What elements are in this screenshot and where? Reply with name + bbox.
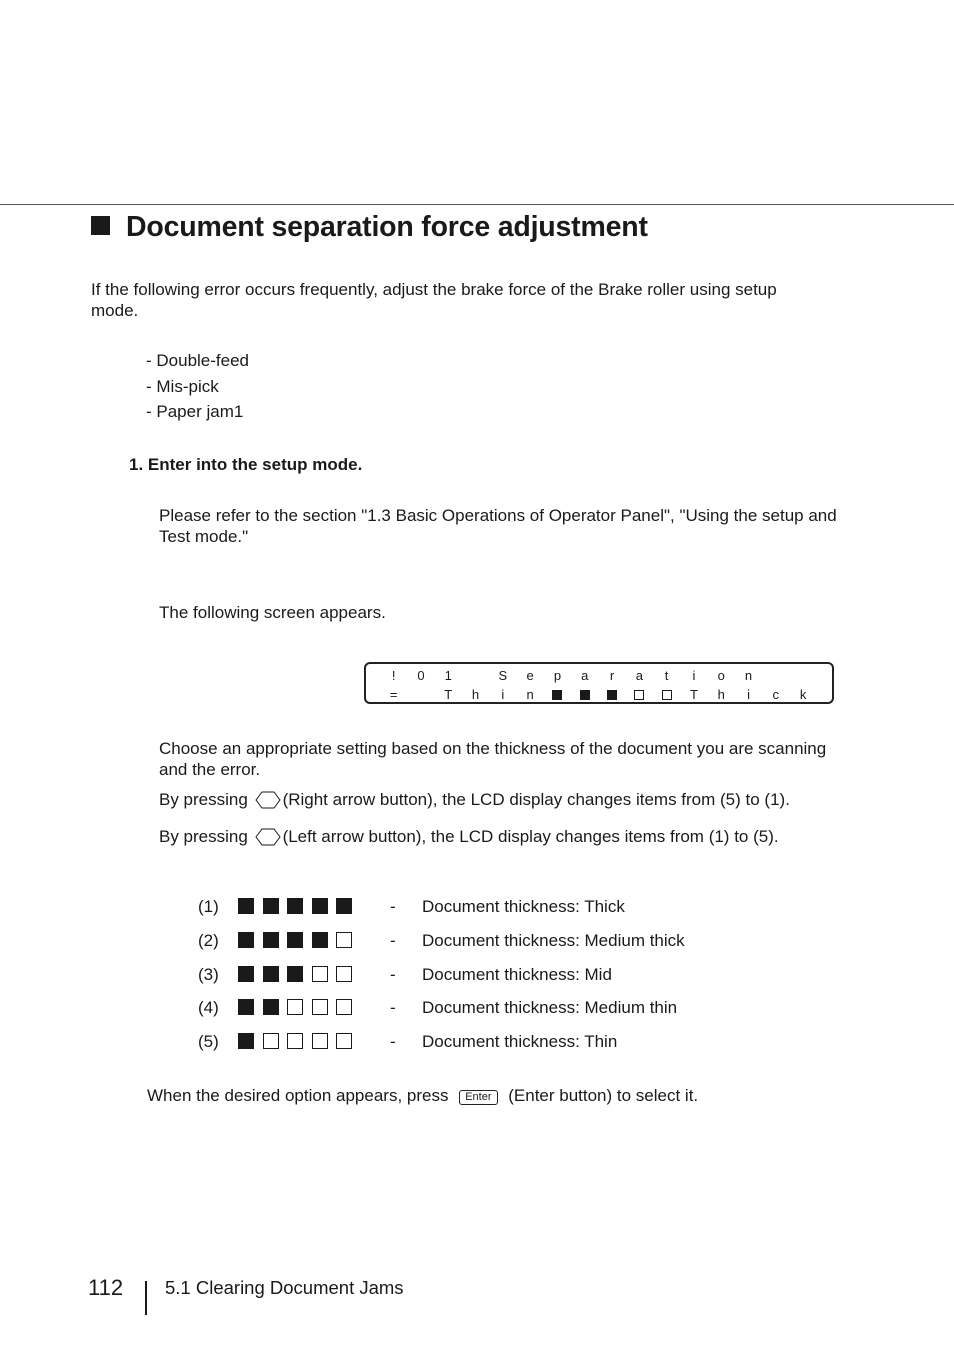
lcd-block-cell	[571, 687, 598, 702]
lcd-char: 0	[417, 668, 425, 683]
filled-square-icon	[238, 898, 254, 914]
select-suffix: (Enter button) to select it.	[508, 1086, 699, 1105]
left-arrow-button-icon	[255, 828, 281, 846]
filled-square-icon	[287, 932, 303, 948]
page-number: 112	[88, 1275, 124, 1300]
right-press-line	[159, 790, 790, 810]
lcd-block-cell	[626, 687, 653, 702]
filled-block-icon	[580, 690, 590, 700]
lcd-char: r	[609, 668, 615, 683]
empty-square-icon	[336, 932, 352, 948]
option-level-indicator	[238, 1032, 361, 1052]
lcd-char: t	[664, 668, 669, 683]
select-prefix: When the desired option appears, press	[147, 1086, 449, 1105]
option-level-indicator	[238, 965, 361, 985]
lcd-line-2	[380, 687, 817, 702]
option-dash: -	[390, 897, 396, 916]
left-press-line	[159, 827, 779, 847]
option-description: Document thickness: Mid	[422, 965, 612, 984]
filled-square-icon	[336, 898, 352, 914]
left-press-prefix: By pressing	[159, 827, 248, 846]
right-arrow-button-icon	[255, 791, 281, 809]
empty-square-icon	[336, 999, 352, 1015]
lcd-block-cell	[544, 687, 571, 702]
error-item: - Double-feed	[146, 351, 250, 370]
filled-square-icon	[238, 966, 254, 982]
filled-square-icon	[263, 898, 279, 914]
lcd-char: n	[744, 668, 753, 683]
option-dash: -	[390, 998, 396, 1017]
option-number: (1)	[198, 897, 219, 916]
option-level-indicator	[238, 931, 361, 951]
filled-square-icon	[238, 932, 254, 948]
lcd-char: o	[717, 668, 725, 683]
option-description: Document thickness: Medium thick	[422, 931, 685, 950]
error-item: - Paper jam1	[146, 402, 244, 421]
heading-text: Document separation force adjustment	[126, 211, 648, 243]
filled-square-icon	[312, 932, 328, 948]
footer-divider	[145, 1281, 147, 1315]
empty-square-icon	[312, 1033, 328, 1049]
empty-block-icon	[662, 690, 672, 700]
empty-square-icon	[287, 1033, 303, 1049]
filled-block-icon	[607, 690, 617, 700]
right-press-prefix: By pressing	[159, 790, 248, 809]
option-description: Document thickness: Thin	[422, 1032, 618, 1051]
choose-paragraph: Choose an appropriate setting based on the thickness of the document you are scanning and the error.	[159, 739, 827, 779]
filled-square-icon	[238, 999, 254, 1015]
lcd-char: !	[391, 668, 396, 683]
lcd-display	[364, 662, 834, 704]
lcd-char: i	[501, 687, 505, 702]
lcd-char: k	[799, 687, 807, 702]
option-dash: -	[390, 965, 396, 984]
lcd-char: i	[747, 687, 750, 702]
option-description: Document thickness: Medium thin	[422, 998, 678, 1017]
lcd-block-cell	[653, 687, 680, 702]
empty-square-icon	[312, 999, 328, 1015]
lcd-char: 1	[444, 668, 452, 683]
filled-block-icon	[552, 690, 562, 700]
error-item: - Mis-pick	[146, 377, 219, 396]
lcd-char: i	[692, 668, 696, 683]
empty-square-icon	[287, 999, 303, 1015]
filled-square-icon	[263, 999, 279, 1015]
option-number: (3)	[198, 965, 219, 984]
empty-square-icon	[336, 966, 352, 982]
lcd-char: n	[526, 687, 534, 702]
lcd-char: p	[553, 668, 562, 683]
left-press-text: (Left arrow button), the LCD display changes items from (1) to (5).	[282, 827, 779, 846]
empty-square-icon	[312, 966, 328, 982]
option-level-indicator	[238, 998, 361, 1018]
empty-square-icon	[336, 1033, 352, 1049]
filled-square-icon	[263, 966, 279, 982]
option-dash: -	[390, 931, 396, 950]
lcd-char: h	[471, 687, 480, 702]
lcd-char: a	[581, 668, 589, 683]
filled-square-icon	[238, 1033, 254, 1049]
select-line	[147, 1086, 698, 1106]
lcd-char: h	[717, 687, 725, 702]
step-title: 1. Enter into the setup mode.	[129, 455, 363, 474]
lcd-line-1	[380, 668, 762, 683]
filled-square-icon	[263, 932, 279, 948]
option-dash: -	[390, 1032, 396, 1051]
option-number: (4)	[198, 998, 219, 1017]
empty-square-icon	[263, 1033, 279, 1049]
option-level-indicator	[238, 897, 361, 917]
enter-key-icon: Enter	[459, 1090, 497, 1105]
lcd-char: T	[689, 687, 698, 702]
header-rule	[0, 204, 954, 205]
lcd-char: c	[772, 687, 780, 702]
filled-square-icon	[312, 898, 328, 914]
right-press-text: (Right arrow button), the LCD display changes items from (5) to (1).	[282, 790, 790, 809]
filled-square-icon	[287, 898, 303, 914]
empty-block-icon	[634, 690, 644, 700]
filled-square-icon	[287, 966, 303, 982]
option-description: Document thickness: Thick	[422, 897, 625, 916]
lcd-char: a	[635, 668, 643, 683]
lcd-char: e	[526, 668, 534, 683]
lcd-char: S	[498, 668, 508, 683]
lcd-block-cell	[598, 687, 625, 702]
footer-section-title: 5.1 Clearing Document Jams	[165, 1277, 404, 1298]
refer-paragraph: Please refer to the section "1.3 Basic Operations of Operator Panel", "Using the setup and Test mode."	[159, 506, 837, 546]
section-heading	[91, 211, 648, 244]
lcd-char: T	[444, 687, 453, 702]
option-number: (5)	[198, 1032, 219, 1051]
square-bullet-icon	[91, 216, 110, 235]
option-number: (2)	[198, 931, 219, 950]
intro-paragraph: If the following error occurs frequently, adjust the brake force of the Brake roller using setup mode.	[91, 280, 777, 320]
lcd-char: =	[389, 687, 398, 702]
screen-appears-text: The following screen appears.	[159, 603, 386, 622]
